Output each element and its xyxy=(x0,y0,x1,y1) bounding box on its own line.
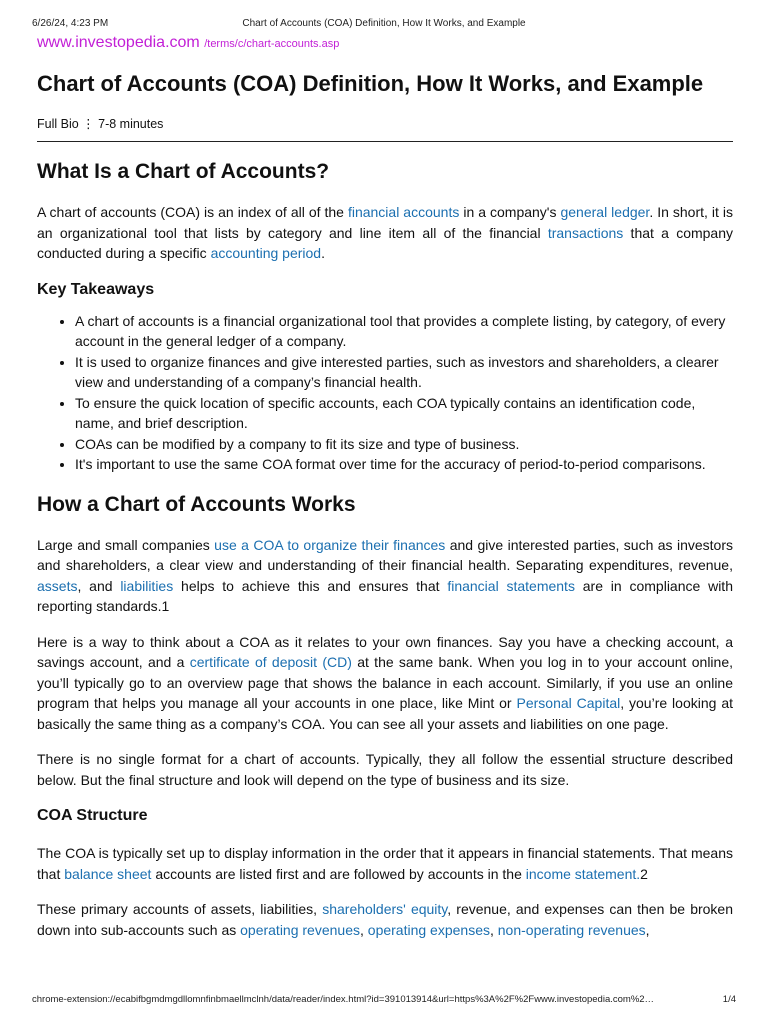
structure-paragraph-1 xyxy=(37,843,733,884)
source-path-link[interactable]: /terms/c/chart-accounts.asp xyxy=(204,38,340,50)
text-run: , xyxy=(645,921,650,938)
source-url xyxy=(37,33,339,54)
intro-paragraph xyxy=(37,202,733,264)
link-income-statement[interactable]: income statement. xyxy=(525,865,641,882)
text-run: and give interested parties, such as investors and shareholders, a clear view and understanding of their financial health. Separating expenditures, revenue, xyxy=(37,536,733,573)
page-number: 1/4 xyxy=(722,994,736,1005)
link-liabilities[interactable]: liabilities xyxy=(120,577,174,594)
link-transactions[interactable]: transactions xyxy=(547,224,624,241)
list-item: • To ensure the quick location of specific accounts, each COA typically contains an identification code, name, and brief description. xyxy=(75,393,733,434)
print-timestamp: 6/26/24, 4:23 PM xyxy=(32,18,109,29)
link-accounting-period[interactable]: accounting period xyxy=(210,245,322,261)
text-run: A chart of accounts (COA) is an index of all of the xyxy=(37,204,348,220)
link-personal-capital[interactable]: Personal Capital xyxy=(516,695,621,711)
key-takeaways-list xyxy=(37,311,733,475)
list-item: • A chart of accounts is a financial organizational tool that provides a complete listing, by category, of every account in the general ledger of a company. xyxy=(75,311,733,352)
list-item: • It's important to use the same COA format over time for the accuracy of period-to-period comparisons. xyxy=(75,454,733,475)
key-takeaways-heading: Key Takeaways xyxy=(37,280,155,298)
divider xyxy=(37,141,733,142)
text-run: that a company conducted during a specific xyxy=(37,224,733,261)
coa-structure-heading: COA Structure xyxy=(37,807,148,824)
print-footer xyxy=(32,993,736,1007)
text-run: , and xyxy=(77,577,121,594)
link-financial-statements[interactable]: financial statements xyxy=(447,577,575,594)
text-run: accounts are listed first and are followed by accounts in the xyxy=(151,865,526,882)
text-run: , you’re looking at basically the same thing as a company’s COA. You can see all your assets and liabilities on one page. xyxy=(37,695,733,732)
link-balance-sheet[interactable]: balance sheet xyxy=(64,865,152,882)
text-run: . In short, it is an organizational tool that lists by category and line item all of the financial xyxy=(37,204,733,241)
section-heading-what-is: What Is a Chart of Accounts? xyxy=(37,160,330,183)
source-domain-link[interactable]: www.investopedia.com xyxy=(37,34,200,51)
link-assets[interactable]: assets xyxy=(37,577,78,594)
list-item: • COAs can be modified by a company to fit its size and type of business. xyxy=(75,434,733,455)
byline: Full Bio ⋮ 7-8 minutes xyxy=(37,117,164,131)
text-run: Large and small companies xyxy=(37,536,215,553)
works-paragraph-1 xyxy=(37,535,733,617)
works-paragraph-2 xyxy=(37,632,733,735)
article-title: Chart of Accounts (COA) Definition, How It Works, and Example xyxy=(37,71,704,96)
text-run: . xyxy=(321,245,325,261)
link-operating-expenses[interactable]: operating expenses xyxy=(367,921,490,938)
link-shareholders-equity[interactable]: shareholders' equity xyxy=(322,901,448,917)
text-run: , revenue, and expenses can then be broken down into sub-accounts such as xyxy=(37,901,734,938)
structure-paragraph-2 xyxy=(37,899,733,940)
list-item: • It is used to organize finances and give interested parties, such as investors and shareholders, a clearer view and understanding of a company’s financial health. xyxy=(75,352,733,393)
text-run: The COA is typically set up to display information in the order that it appears in financial statements. That means that xyxy=(37,845,733,882)
print-header xyxy=(32,17,736,31)
text-run: at the same bank. When you log in to your account online, you’ll typically go to an overview page that shows the balance in each account. Similarly, if you use an online program that helps you manage all your accounts in one place, like Mint or xyxy=(37,654,733,711)
text-run: Here is a way to think about a COA as it relates to your own finances. Say you have a checking account, a savings account, and a xyxy=(37,633,733,670)
text-run: in a company's xyxy=(459,204,561,220)
works-paragraph-3: There is no single format for a chart of accounts. Typically, they all follow the essential structure described below. But the final structure and look will depend on the type of business and its size. xyxy=(37,751,733,788)
text-run: , xyxy=(360,921,368,938)
link-operating-revenues[interactable]: operating revenues xyxy=(240,921,360,938)
text-run: helps to achieve this and ensures that xyxy=(173,577,448,594)
text-run: 2 xyxy=(640,865,648,882)
print-footer-url: chrome-extension://ecabifbgmdmgdllomnfinbmaellmclnh/data/reader/index.html?id=391013914&url=https%3A%2F%2Fwww.investopedia.com%2… xyxy=(32,994,655,1005)
section-heading-how-it-works: How a Chart of Accounts Works xyxy=(37,492,356,516)
text-run: These primary accounts of assets, liabilities, xyxy=(37,901,323,917)
link-general-ledger[interactable]: general ledger xyxy=(560,204,650,220)
print-page-title: Chart of Accounts (COA) Definition, How It Works, and Example xyxy=(242,18,526,29)
article xyxy=(37,70,733,940)
link-certificate-of-deposit[interactable]: certificate of deposit (CD) xyxy=(189,654,352,670)
link-non-operating-revenues[interactable]: non-operating revenues xyxy=(497,921,646,938)
text-run: , xyxy=(489,921,498,938)
link-financial-accounts[interactable]: financial accounts xyxy=(347,204,460,220)
link-use-coa[interactable]: use a COA to organize their finances xyxy=(214,536,446,553)
text-run: are in compliance with reporting standards.1 xyxy=(37,577,733,614)
